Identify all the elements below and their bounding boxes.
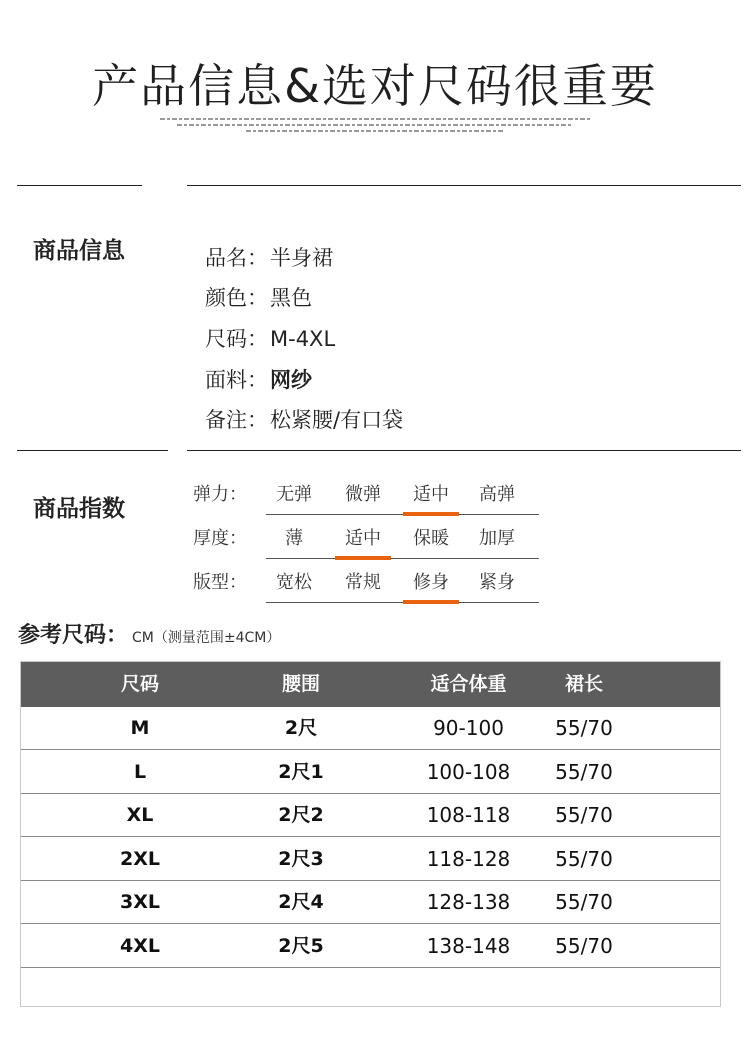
cell-length: 55/70 <box>555 716 613 740</box>
divider-left <box>17 185 142 186</box>
size-reference-label: 参考尺码： <box>18 623 129 648</box>
table-row <box>21 925 720 968</box>
cell-waist: 2尺5 <box>278 934 324 957</box>
selected-option-marker <box>403 512 459 516</box>
cell-length: 55/70 <box>555 803 613 827</box>
table-row <box>21 751 720 794</box>
info-row-color <box>205 282 312 312</box>
index-option-selected: 修身 <box>413 572 449 593</box>
info-row-size <box>205 323 335 353</box>
cell-length: 55/70 <box>555 933 613 958</box>
info-value: 半身裙 <box>270 246 333 270</box>
cell-waist: 2尺 <box>284 717 318 739</box>
cell-weight: 90-100 <box>433 716 504 740</box>
product-info-label: 商品信息 <box>33 238 125 264</box>
info-value: 网纱 <box>270 368 312 392</box>
info-row-remark <box>205 404 403 434</box>
size-reference-title <box>18 618 280 649</box>
cell-length: 55/70 <box>555 846 613 871</box>
index-row-label: 厚度： <box>193 528 247 549</box>
index-row-underline <box>266 558 539 559</box>
index-option: 无弹 <box>276 484 312 505</box>
column-header-length: 裙长 <box>564 673 603 695</box>
index-option-selected: 适中 <box>413 484 449 505</box>
size-table <box>20 661 721 1007</box>
info-value: M-4XL <box>270 327 336 351</box>
page-title: 产品信息&选对尺码很重要 <box>92 59 658 113</box>
index-option: 紧身 <box>479 572 515 593</box>
cell-size: 4XL <box>120 934 160 957</box>
cell-size: L <box>133 760 147 783</box>
table-row <box>21 881 720 924</box>
info-value: 黑色 <box>270 286 312 310</box>
cell-weight: 118-128 <box>426 846 511 871</box>
cell-length: 55/70 <box>555 890 613 914</box>
info-key: 颜色： <box>205 286 268 310</box>
product-index-label: 商品指数 <box>33 496 125 522</box>
index-option: 薄 <box>285 528 303 549</box>
index-option: 宽松 <box>276 572 312 593</box>
info-row-name <box>205 242 333 272</box>
info-value: 松紧腰/有口袋 <box>270 408 404 432</box>
index-option: 加厚 <box>479 528 515 549</box>
info-row-fabric <box>205 364 312 394</box>
table-row <box>21 794 720 837</box>
cell-weight: 138-148 <box>426 933 511 958</box>
selected-option-marker <box>335 556 391 560</box>
index-option: 高弹 <box>479 484 515 505</box>
cell-waist: 2尺2 <box>278 804 324 826</box>
cell-weight: 128-138 <box>426 890 511 914</box>
cell-weight: 100-108 <box>426 759 511 784</box>
column-header-size: 尺码 <box>120 673 159 695</box>
divider-left <box>17 450 168 451</box>
info-key: 面料： <box>205 368 268 392</box>
size-table-header <box>21 662 720 707</box>
selected-option-marker <box>403 600 459 604</box>
cell-waist: 2尺3 <box>278 847 324 870</box>
cell-weight: 108-118 <box>426 803 511 827</box>
index-option-selected: 适中 <box>345 528 381 549</box>
index-option: 常规 <box>345 572 381 593</box>
column-header-weight: 适合体重 <box>430 673 507 695</box>
divider-right <box>187 185 741 186</box>
index-row-label: 弹力： <box>193 484 247 505</box>
table-row <box>21 838 720 881</box>
cell-size: 2XL <box>120 847 160 870</box>
divider-right <box>187 450 741 451</box>
column-header-waist: 腰围 <box>281 673 320 695</box>
table-row <box>21 707 720 750</box>
cell-size: XL <box>126 804 154 826</box>
info-key: 品名： <box>205 246 268 270</box>
cell-length: 55/70 <box>555 759 613 784</box>
info-key: 备注： <box>205 408 268 432</box>
index-option: 微弹 <box>345 484 381 505</box>
cell-waist: 2尺1 <box>278 760 324 783</box>
cell-size: M <box>130 717 150 739</box>
cell-size: 3XL <box>120 891 160 913</box>
decorative-fine-print <box>160 118 590 136</box>
size-reference-note: CM（测量范围±4CM） <box>132 630 281 646</box>
cell-waist: 2尺4 <box>278 891 324 913</box>
index-option: 保暖 <box>413 528 449 549</box>
info-key: 尺码： <box>205 327 268 351</box>
index-row-label: 版型： <box>193 572 247 593</box>
